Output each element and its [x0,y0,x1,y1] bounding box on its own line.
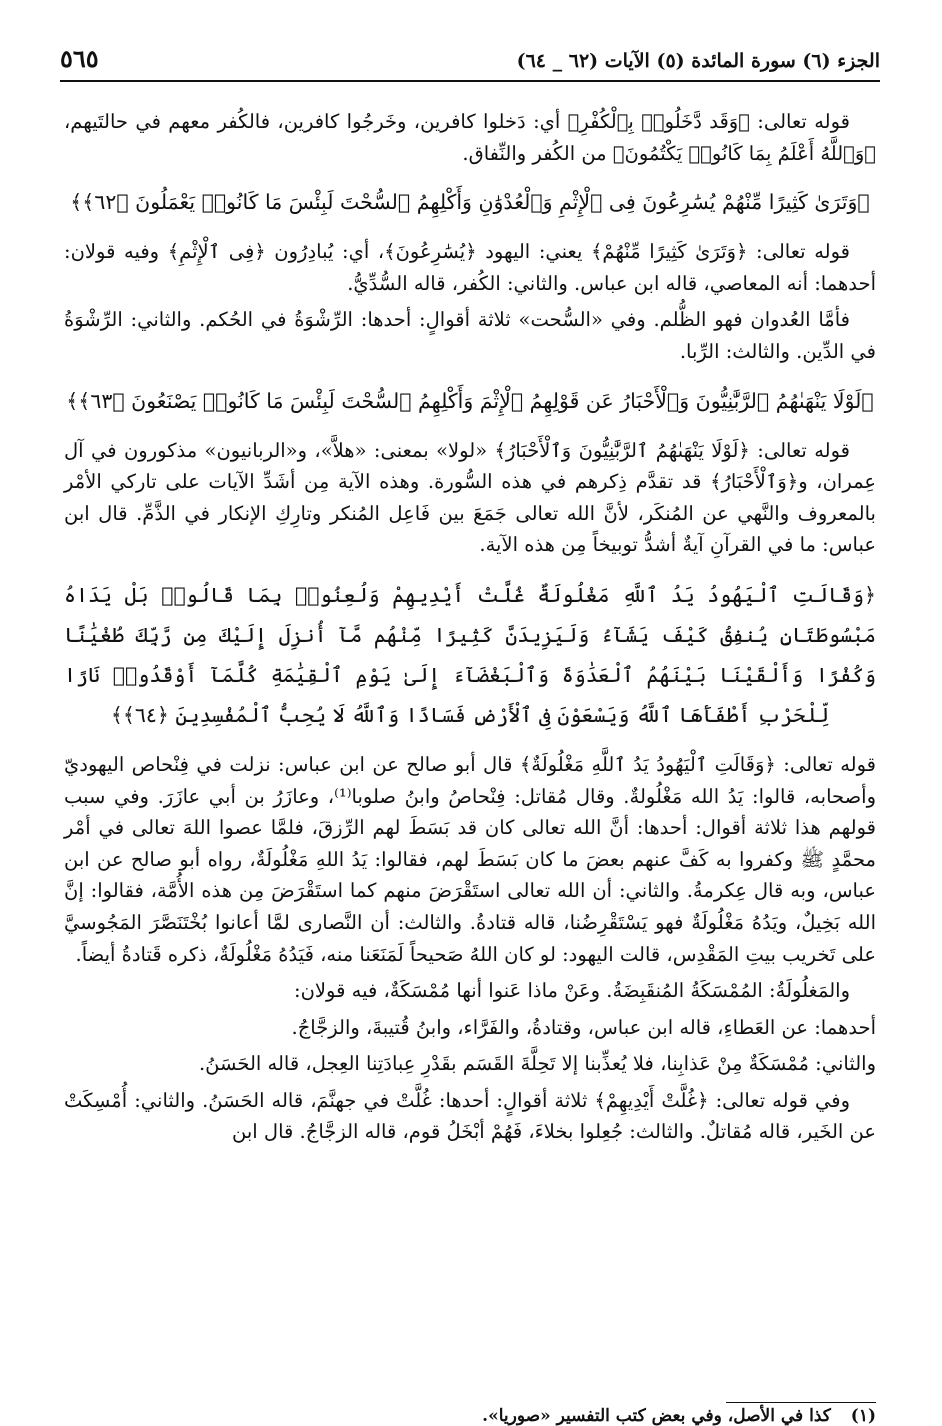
commentary-paragraph: قوله تعالى: ﴿وَقَد دَّخَلُوا۟ بِٱلْكُفْرِ﴾ أي: دَخلوا كافرين، وخَرجُوا كافرين، فالكُفر معهم في حالتَيهم، ﴿وَٱللَّهُ أَعْلَمُ بِمَا كَانُوا۟ يَكْتُمُونَ﴾ من الكُفر والنِّفاق. [64,110,876,165]
commentary-paragraph: والثاني: مُمْسَكَةٌ مِنْ عَذابِنا، فلا يُعذِّبنا إلا تَحِلَّةَ القَسَم بقَدْرِ عِبادَتِنا العِجل، قاله الحَسَنُ. [198,1052,876,1076]
quran-verse-62: ﴿وَتَرَىٰ كَثِيرًا مِّنْهُمْ يُسَٰرِعُونَ فِى ٱلْإِثْمِ وَٱلْعُدْوَٰنِ وَأَكْلِهِمُ ٱلسُّحْتَ لَبِئْسَ مَا كَانُوا۟ يَعْمَلُونَ ﴿٦٢﴾﴾ [70,190,870,215]
commentary-paragraph: والمَغلُولَةُ: المُمْسَكَةُ المُنقَبِضَةُ. وعَنْ ماذا عَنوا أنها مُمْسَكَةٌ، فيه قولان: [294,979,850,1003]
quran-verse-63: ﴿لَوْلَا يَنْهَىٰهُمُ ٱلرَّبَّٰنِيُّونَ وَٱلْأَحْبَارُ عَن قَوْلِهِمُ ٱلْإِثْمَ وَأَكْلِهِمُ ٱلسُّحْتَ لَبِئْسَ مَا كَانُوا۟ يَصْنَعُونَ ﴿٦٣﴾﴾ [66,388,874,413]
page-header [60,42,880,82]
footnote-divider [726,1402,876,1403]
commentary-paragraph: فأمَّا العُدوان فهو الظُّلم. وفي «السُّحت» ثلاثة أقوالٍ: أحدها: الرِّشْوَةُ في الحُكم. والثاني: الرِّشْوَةُ في الدِّين. والثالث: الرِّبا. [64,308,876,363]
footnote [64,1406,876,1426]
footnote-number: (١) [850,1406,876,1426]
running-title: الجزء (٦) سورة المائدة (٥) الآيات (٦٢ _ ٦٤) [516,50,880,72]
page-body [64,106,876,1153]
commentary-paragraph: وفي قوله تعالى: ﴿غُلَّتْ أَيْدِيهِمْ﴾ ثلاثة أقوالٍ: أحدها: غُلَّتْ في جهنَّمَ، قاله الحَسَنُ. والثاني: أُمْسِكَتْ عن الخَير، قاله مُقاتلٌ. والثالث: جُعِلوا بخلاءَ، فَهُمْ أبْخَلُ قوم، قاله الزجَّاجُ. قال ابن [64,1088,876,1144]
footnote-text: كذا في الأصل، وفي بعض كتب التفسير «صوريا». [482,1406,831,1426]
quran-verse-64: ﴿وَقَالَتِ ٱلْيَهُودُ يَدُ ٱللَّهِ مَغْلُولَةٌ غُلَّتْ أَيْدِيهِمْ وَلُعِنُوا۟ بِمَا قَالُوا۟ بَلْ يَدَاهُ مَبْسُوطَتَانِ يُنفِقُ كَيْفَ يَشَآءُ وَلَيَزِيدَنَّ كَثِيرًا مِّنْهُم مَّآ أُنزِلَ إِلَيْكَ مِن رَّبِّكَ طُغْيَٰنًا وَكُفْرًا وَأَلْقَيْنَا بَيْنَهُمُ ٱلْعَدَٰوَةَ وَٱلْبَغْضَآءَ إِلَىٰ يَوْمِ ٱلْقِيَٰمَةِ كُلَّمَآ أَوْقَدُوا۟ نَارًا لِّلْحَرْبِ أَطْفَأَهَا ٱللَّهُ وَيَسْعَوْنَ فِى ٱلْأَرْضِ فَسَادًا وَٱللَّهُ لَا يُحِبُّ ٱلْمُفْسِدِينَ ﴿٦٤﴾﴾ [64,582,876,727]
commentary-paragraph: أحدهما: عن العَطاءِ، قاله ابن عباس، وقتادةُ، والفَرَّاء، وابنُ قُتيبةَ، والزجَّاجُ. [291,1015,876,1039]
page-number: ٥٦٥ [60,44,99,73]
commentary-paragraph: قوله تعالى: ﴿لَوْلَا يَنْهَىٰهُمُ ٱلرَّبَّٰنِيُّونَ وَٱلْأَحْبَارُ﴾ «لولا» بمعنى: «هلاَّ»، و«الربانيون» مذكورون في آل عِمران، و﴿وَٱلْأَحْبَارُ﴾ قد تقدَّم ذِكرهم في هذه السُّورة. وهذه الآية مِن أشَدِّ الآيات على تاركي الأمْر بالمعروف والنَّهي عن المُنكَر، لأنَّ الله تعالى جَمَعَ بين فَاعِل المُنكر وتارِكِ الإنكار في الذَّمِّ. قال ابن عباس: ما في القرآنِ آيةٌ أشدُّ توبيخاً مِن هذه الآية. [64,438,876,557]
commentary-paragraph: قوله تعالى: ﴿وَتَرَىٰ كَثِيرًا مِّنْهُمْ﴾ يعني: اليهود ﴿يُسَٰرِعُونَ﴾، أي: يُبادِرُون ﴿فِى ٱلْإِثْمِ﴾ وفيه قولان: أحدهما: أنه المعاصي، قاله ابن عباس. والثاني: الكُفر، قاله السُّدِّيُّ. [64,240,876,295]
commentary-paragraph: قوله تعالى: ﴿وَقَالَتِ ٱلْيَهُودُ يَدُ ٱللَّهِ مَغْلُولَةٌ﴾ قال أبو صالح عن ابن عباس: نزلت في فِنْحاص اليهوديّ وأصحابه، قالوا: يَدُ الله مَغْلُولةٌ. وقال مُقاتل: فِنْحاصُ وابنُ صلوبا⁽¹⁾، وعازَرُ بن أبي عازَرَ. وفي سبب قولهم هذا ثلاثة أقوال: أحدها: أنَّ الله تعالى كان قد بَسَطَ لهم الرِّزقَ، فلمَّا عصوا اللهَ تعالى في أمْر محمَّدٍ ﷺ وكفروا به كَفَّ عنهم بعضَ ما كان بَسَطَ لهم، فقالوا: يَدُ اللهِ مَغْلُولَةٌ، رواه أبو صالح عن ابن عباس، وبه قال عِكرمةُ. والثاني: أن الله تعالى استَقْرَضَ منهم كما استَقْرَضَ مِن هذه الأُمَّة، فقالوا: إنَّ الله بَخِيلٌ، ويَدُهُ مَغْلُولَةٌ فهو يَسْتَقْرِضُنا، قاله قتادةُ. والثالث: أن النَّصارى لمَّا أعانوا بُخْتَنَصَّرَ المَجُوسيَّ على تَخريب بيتِ المَقْدِس، قالت اليهود: لو كان اللهُ صَحيحاً لَمَنَعَنا منه، فَيَدُهُ مَغْلُولَةٌ، ذكره قَتادةُ أيضاً. [64,752,876,966]
